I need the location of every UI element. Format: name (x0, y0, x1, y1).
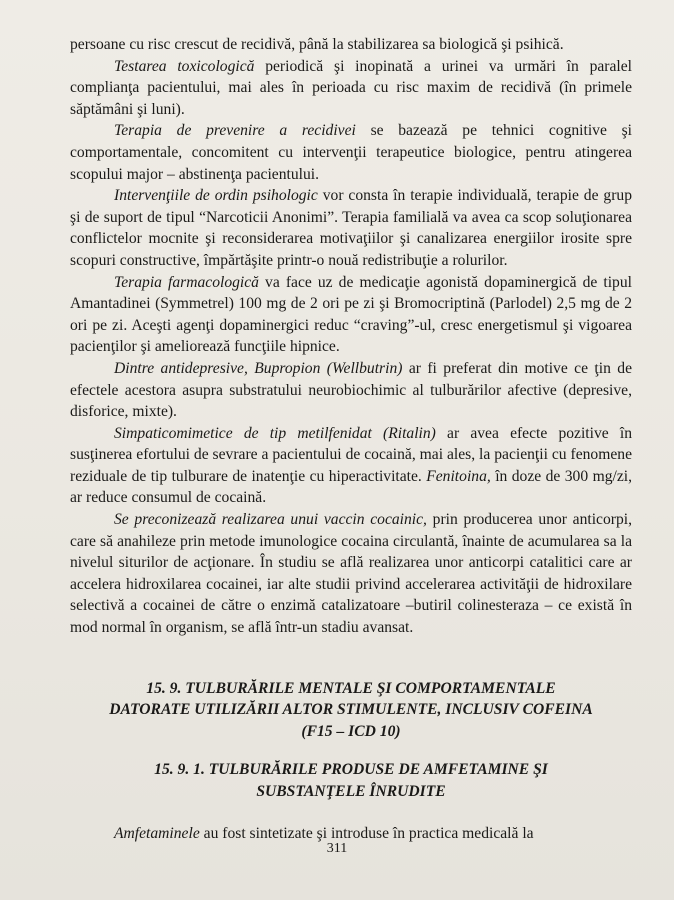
paragraph-lead: Se preconizează realizarea unui vaccin cocainic, (114, 511, 427, 529)
paragraph-text: ar fi preferat din motive ce ţin de efectele acestora asupra substratului neurobiochimic al tulburărilor afective (depresive, disforice, mixte). (70, 359, 632, 421)
paragraph-lead: Simpaticomimetice de tip metilfenidat (Ritalin) (114, 424, 436, 442)
paragraph-lead: Amfetaminele (114, 824, 200, 842)
paragraph-psychological (70, 185, 632, 271)
paragraph-text: periodică şi inopinată a urinei va urmări în paralel complianţa pacientului, mai ales în perioada cu risc maxim de recidivă (în primele săptămâni şi luni). (70, 57, 633, 118)
page-number: 311 (326, 841, 348, 856)
section-heading-line: 15. 9. TULBURĂRILE MENTALE ŞI COMPORTAMENTALE (146, 679, 556, 697)
paragraph-text: în doze de 300 mg/zi, ar reduce consumul de cocaină. (70, 467, 632, 507)
paragraph-text: se bazează pe tehnici cognitive şi comportamentale, concomitent cu intervenţii terapeutice biologice, pentru atingerea scopului major – abstinenţa pacientului. (70, 122, 632, 183)
paragraph-continuation (70, 34, 632, 56)
paragraph-vaccine (70, 509, 632, 639)
paragraph-toxicology (70, 56, 632, 121)
paragraph-lead: Dintre antidepresive, Bupropion (Wellbutrin) (114, 359, 403, 377)
paragraph-lead: Terapia farmacologică (114, 273, 259, 291)
section-heading (70, 678, 632, 743)
section-heading-line: DATORATE UTILIZĂRII ALTOR STIMULENTE, INCLUSIV COFEINA (109, 701, 593, 719)
paragraph-lead: Intervenţiile de ordin psihologic (114, 187, 318, 205)
paragraph-relapse-prevention (70, 120, 632, 185)
subsection-heading-line: 15. 9. 1. TULBURĂRILE PRODUSE DE AMFETAMINE ŞI (154, 761, 548, 779)
paragraph-sympathomimetics (70, 423, 632, 509)
paragraph-lead: Testarea toxicologică (114, 57, 255, 75)
paragraph-lead: Terapia de prevenire a recidivei (114, 122, 356, 140)
paragraph-pharmacological (70, 272, 632, 358)
subsection-heading (70, 759, 632, 802)
paragraph-text: persoane cu risc crescut de recidivă, până la stabilizarea sa biologică şi psihică. (70, 36, 564, 53)
subsection-heading-line: SUBSTANŢELE ÎNRUDITE (256, 783, 446, 800)
section-heading-line: (F15 – ICD 10) (301, 722, 401, 740)
paragraph-text: au fost sintetizate şi introduse în practica medicală la (199, 824, 534, 842)
page-body (70, 34, 632, 844)
paragraph-text: va face uz de medicaţie agonistă dopaminergică de tipul Amantadinei (Symmetrel) 100 mg de 2 ori pe zi şi Bromocriptină (Parlodel) 2,5 mg de 2 ori pe zi. Aceşti agenţi dopaminergici reduc “craving”-ul, cresc energetismul şi vigoarea pacienţilor şi ameliorează funcţiile hipnice. (70, 273, 632, 356)
paragraph-text: prin producerea unor anticorpi, care să anahileze prin metode imunologice cocaina circulantă, înainte de acumularea sa la nivelul siturilor de acţionare. În studiu se află realizarea unor anticorpi catalitici care ar accelera hidroxilarea cocainei, iar alte studii privind accelerarea activităţii de hidroxilare selectivă a cocainei de către o enzimă catalizatoare –butiril colinesteraza – ce există în mod normal în organism, se află într-un stadiu avansat. (70, 511, 632, 637)
paragraph-text: vor consta în terapie individuală, terapie de grup şi de suport de tipul “Narcoticii Anonimi”. Terapia familială va avea ca scop soluţionarea conflictelor mocnite şi reconsiderarea motivaţiilor şi canalizarea energiilor irosite spre scopuri constructive, împărtăşite printr-o nouă redistribuţie a rolurilor. (70, 187, 632, 269)
paragraph-text: ar avea efecte pozitive în susţinerea efortului de sevrare a pacientului de cocaină, mai ales, la pacienţii cu fenomene reziduale de tip tulburare de inatenţie cu hiperactivitate. (70, 424, 632, 485)
paragraph-italic-term: Fenitoina, (426, 467, 491, 485)
paragraph-antidepressants (70, 358, 632, 423)
